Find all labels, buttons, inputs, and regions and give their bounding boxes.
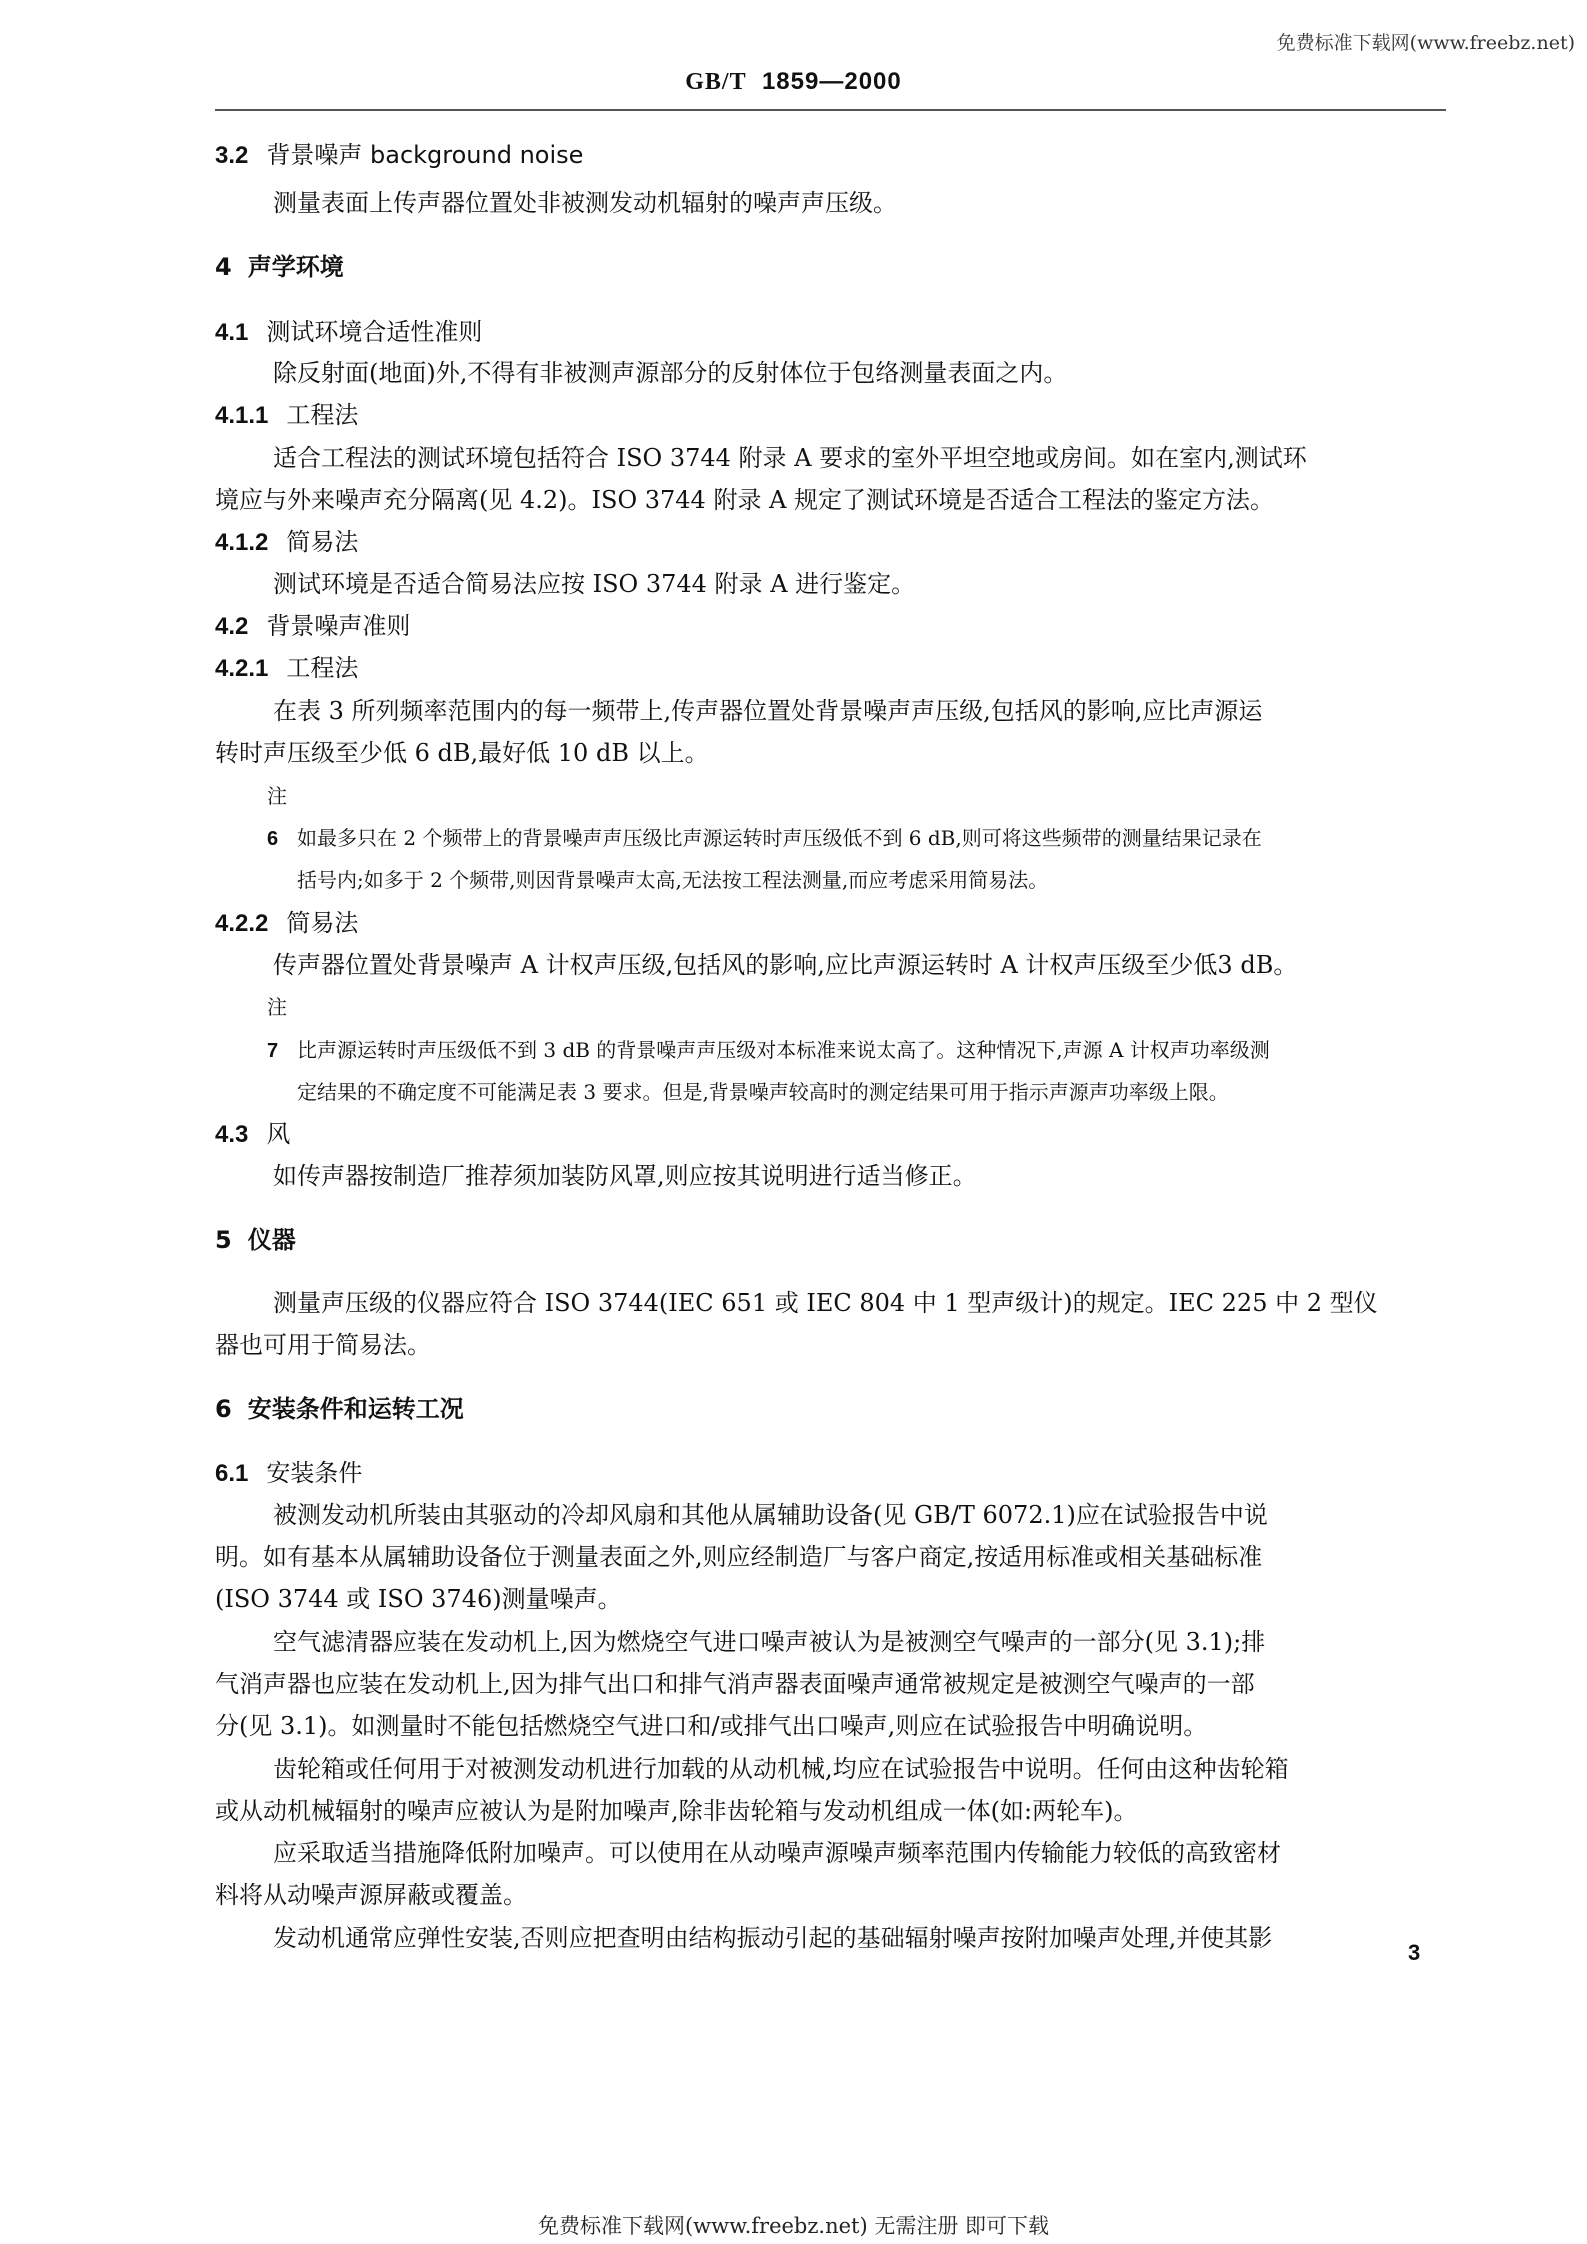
heading-4-2-2: 4.2.2 简易法: [215, 909, 359, 937]
paragraph-line: 适合工程法的测试环境包括符合 ISO 3744 附录 A 要求的室外平坦空地或房间。如在室内,测试环: [273, 444, 1307, 472]
heading-4-1-2: 4.1.2 简易法: [215, 528, 359, 556]
note-7: 7 比声源运转时声压级低不到 3 dB 的背景噪声声压级对本标准来说太高了。这种情况下,声源 A 计权声功率级测: [267, 1038, 1270, 1062]
paragraph-line: 分(见 3.1)。如测量时不能包括燃烧空气进口和/或排气出口噪声,则应在试验报告中明确说明。: [215, 1712, 1208, 1740]
paragraph: 如传声器按制造厂推荐须加装防风罩,则应按其说明进行适当修正。: [273, 1162, 977, 1190]
paragraph-line: 在表 3 所列频率范围内的每一频带上,传声器位置处背景噪声声压级,包括风的影响,应比声源运: [273, 697, 1263, 725]
standard-prefix: GB/T: [685, 69, 747, 95]
paragraph-line: 齿轮箱或任何用于对被测发动机进行加载的从动机械,均应在试验报告中说明。任何由这种齿轮箱: [273, 1755, 1289, 1783]
watermark-top: 免费标准下载网(www.freebz.net): [1276, 32, 1575, 54]
paragraph-line: 应采取适当措施降低附加噪声。可以使用在从动噪声源噪声频率范围内传输能力较低的高致密材: [273, 1839, 1281, 1867]
paragraph-line: 或从动机械辐射的噪声应被认为是附加噪声,除非齿轮箱与发动机组成一体(如:两轮车)。: [215, 1797, 1138, 1825]
heading-4-1-1: 4.1.1 工程法: [215, 401, 359, 429]
heading-4: 4 声学环境: [215, 253, 344, 281]
header-rule: [215, 109, 1446, 111]
paragraph-line: 发动机通常应弹性安装,否则应把查明由结构振动引起的基础辐射噪声按附加噪声处理,并使其影: [273, 1924, 1273, 1952]
heading-6: 6 安装条件和运转工况: [215, 1395, 464, 1423]
paragraph: 测试环境是否适合简易法应按 ISO 3744 附录 A 进行鉴定。: [273, 570, 916, 598]
heading-3-2: 3.2 背景噪声 background noise: [215, 141, 584, 169]
paragraph-line: 测量声压级的仪器应符合 ISO 3744(IEC 651 或 IEC 804 中 1 型声级计)的规定。IEC 225 中 2 型仪: [273, 1289, 1378, 1317]
note-7-continued: 定结果的不确定度不可能满足表 3 要求。但是,背景噪声较高时的测定结果可用于指示声源声功率级上限。: [297, 1080, 1229, 1104]
paragraph-line: 气消声器也应装在发动机上,因为排气出口和排气消声器表面噪声通常被规定是被测空气噪声的一部: [215, 1670, 1255, 1698]
note-6-continued: 括号内;如多于 2 个频带,则因背景噪声太高,无法按工程法测量,而应考虑采用简易法。: [297, 868, 1049, 892]
heading-4-2: 4.2 背景噪声准则: [215, 612, 411, 640]
heading-6-1: 6.1 安装条件: [215, 1459, 363, 1487]
heading-4-1: 4.1 测试环境合适性准则: [215, 318, 483, 346]
heading-4-2-1: 4.2.1 工程法: [215, 654, 359, 682]
standard-number: 1859—2000: [761, 68, 902, 95]
heading-4-3: 4.3 风: [215, 1120, 291, 1148]
note-label: 注: [267, 995, 287, 1019]
paragraph-line: (ISO 3744 或 ISO 3746)测量噪声。: [215, 1585, 622, 1613]
watermark-bottom: 免费标准下载网(www.freebz.net) 无需注册 即可下载: [537, 2214, 1050, 2238]
paragraph-line: 明。如有基本从属辅助设备位于测量表面之外,则应经制造厂与客户商定,按适用标准或相关基础标准: [215, 1543, 1263, 1571]
paragraph-line: 被测发动机所装由其驱动的冷却风扇和其他从属辅助设备(见 GB/T 6072.1)应在试验报告中说: [273, 1501, 1268, 1529]
paragraph: 传声器位置处背景噪声 A 计权声压级,包括风的影响,应比声源运转时 A 计权声压级至少低3 dB。: [273, 951, 1298, 979]
note-6: 6 如最多只在 2 个频带上的背景噪声声压级比声源运转时声压级低不到 6 dB,则可将这些频带的测量结果记录在: [267, 826, 1262, 850]
heading-5: 5 仪器: [215, 1226, 296, 1254]
running-head: [0, 68, 1587, 96]
paragraph: 除反射面(地面)外,不得有非被测声源部分的反射体位于包络测量表面之内。: [273, 359, 1068, 387]
paragraph-line: 器也可用于简易法。: [215, 1331, 431, 1359]
paragraph-line: 转时声压级至少低 6 dB,最好低 10 dB 以上。: [215, 739, 709, 767]
paragraph-line: 境应与外来噪声充分隔离(见 4.2)。ISO 3744 附录 A 规定了测试环境是否适合工程法的鉴定方法。: [215, 486, 1275, 514]
paragraph-line: 料将从动噪声源屏蔽或覆盖。: [215, 1881, 527, 1909]
paragraph: 测量表面上传声器位置处非被测发动机辐射的噪声声压级。: [273, 189, 897, 217]
note-label: 注: [267, 784, 287, 808]
paragraph-line: 空气滤清器应装在发动机上,因为燃烧空气进口噪声被认为是被测空气噪声的一部分(见 3.1);排: [273, 1628, 1266, 1656]
page-number: 3: [1408, 1940, 1421, 1965]
